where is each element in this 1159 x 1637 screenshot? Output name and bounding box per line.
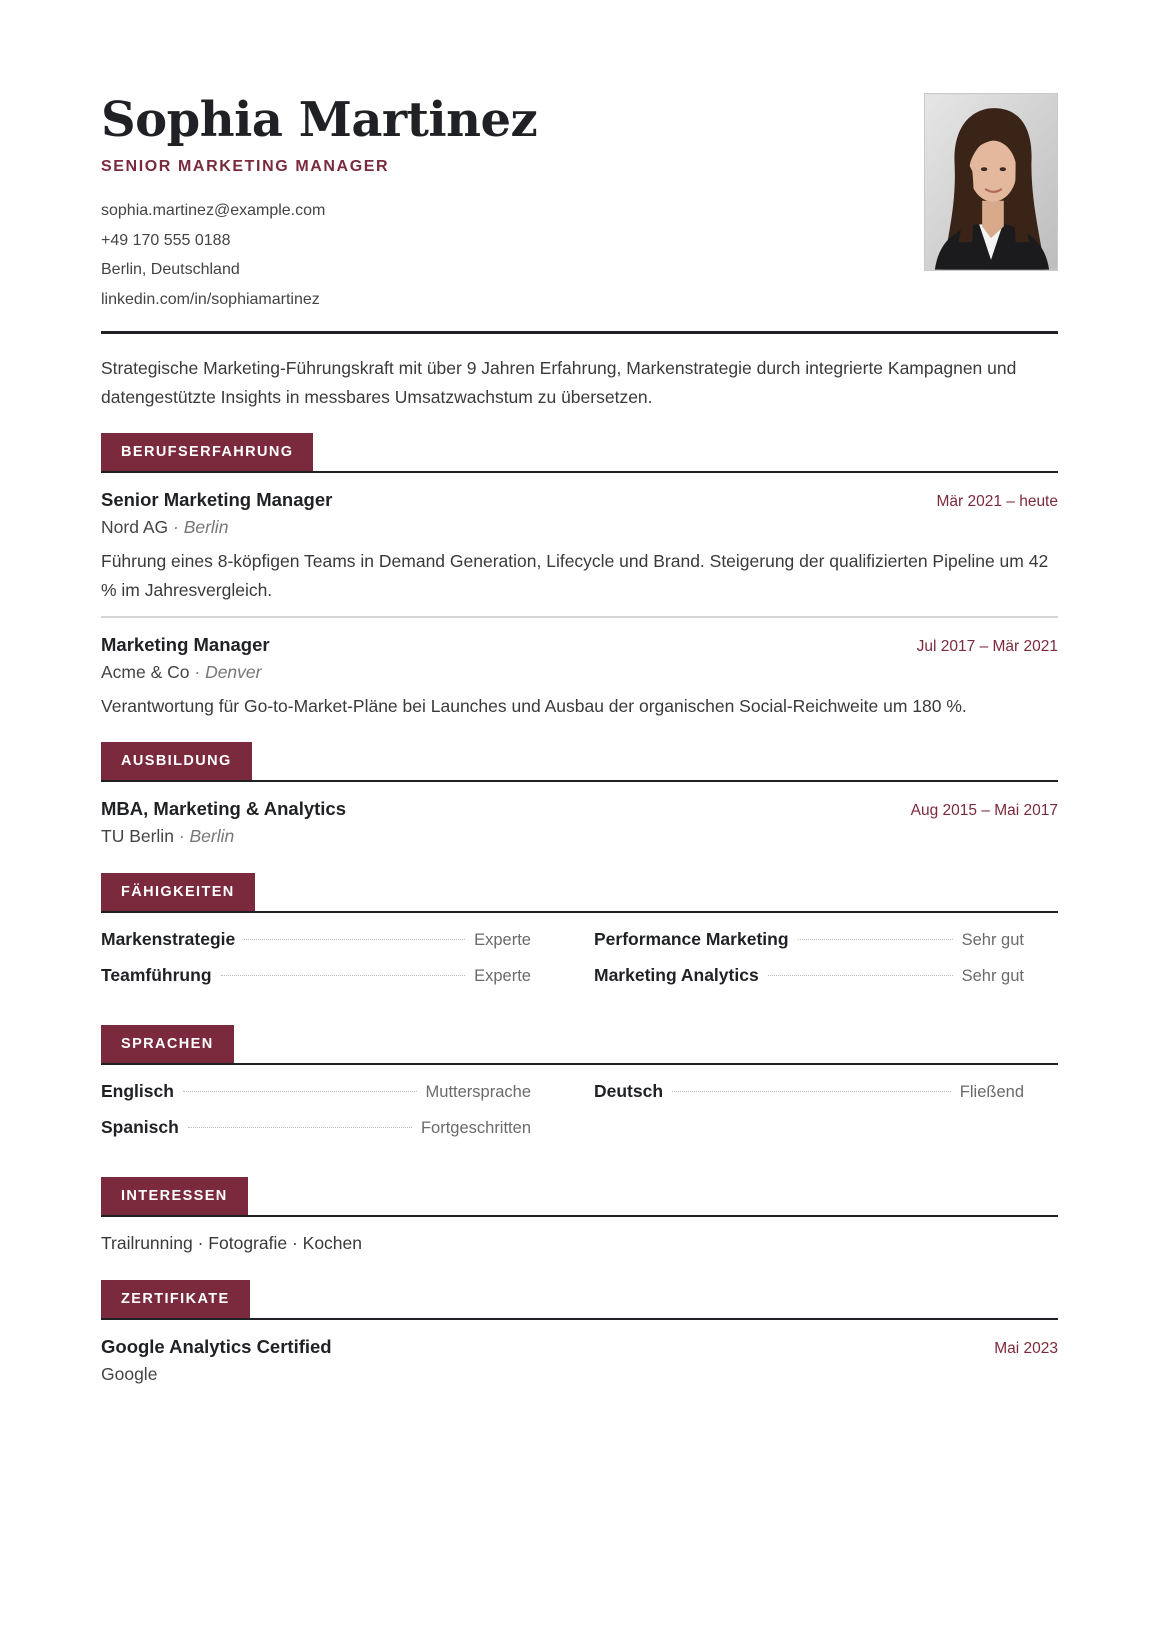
certificate-title: Google Analytics Certified [101,1336,332,1357]
degree-school: TU Berlin [101,826,174,846]
contact-email[interactable]: sophia.martinez@example.com [101,202,326,219]
language-item [101,1081,531,1117]
dotted-leader [244,939,465,940]
skill-level: Sehr gut [961,931,1024,949]
section-interests [101,1177,1058,1215]
section-education [101,742,1058,780]
language-name: Englisch [101,1081,174,1101]
skill-name: Teamführung [101,965,212,985]
degree-location: · Berlin [178,826,235,846]
job-date: Jul 2017 – Mär 2021 [916,637,1058,655]
language-name: Spanisch [101,1117,179,1137]
degree-school-line [101,826,1058,847]
job-company-line [101,517,1058,538]
dotted-leader [798,939,953,940]
section-label: BERUFSERFAHRUNG [101,433,313,471]
language-level: Fließend [959,1083,1024,1101]
dotted-leader [672,1091,951,1092]
education-entry [101,780,1058,847]
language-item [101,1117,531,1153]
candidate-name: Sophia Martinez [101,92,538,148]
section-skills [101,873,1058,911]
section-experience [101,433,1058,471]
skill-item [101,965,531,1001]
job-description: Führung eines 8-köpfigen Teams in Demand Generation, Lifecycle und Brand. Steigerung der qualifizierten Pipeline um 42 % im Jahresvergleich. [101,551,1049,600]
section-languages [101,1025,1058,1063]
dotted-leader [188,1127,412,1128]
job-title: Marketing Manager [101,633,270,655]
skill-name: Marketing Analytics [594,965,759,985]
certificate-issuer: Google [101,1364,158,1384]
contact-phone[interactable]: +49 170 555 0188 [101,231,231,249]
skill-level: Sehr gut [961,967,1024,985]
interests-list: Trailrunning · Fotografie · Kochen [101,1233,363,1253]
skill-name: Markenstrategie [101,929,236,949]
job-location: · Berlin [173,517,229,537]
languages-grid [101,1063,1058,1153]
contact-location: Berlin, Deutschland [101,261,240,278]
section-label: AUSBILDUNG [101,742,252,780]
skill-level: Experte [474,931,531,949]
degree-date: Aug 2015 – Mai 2017 [910,802,1058,819]
job-date: Mär 2021 – heute [936,493,1058,510]
skills-grid [101,911,1058,1001]
skill-item [594,965,1024,1001]
portrait-photo [924,93,1058,271]
section-label: ZERTIFIKATE [101,1280,250,1318]
job-description: Verantwortung für Go-to-Market-Pläne bei Launches und Ausbau der organischen Social-Reichweite um 180 %. [101,695,967,716]
job-company: Acme & Co [101,661,190,682]
job-company-line [101,662,1058,683]
experience-entry [101,471,1058,618]
certificate-entry [101,1318,1058,1385]
section-label: FÄHIGKEITEN [101,873,255,911]
experience-entry [101,618,1058,721]
header-divider [101,331,1058,334]
section-label: SPRACHEN [101,1025,234,1063]
dotted-leader [183,1091,417,1092]
profile-summary: Strategische Marketing-Führungskraft mit über 9 Jahren Erfahrung, Markenstrategie durch integrierte Kampagnen und datengestützte Insights in messbares Umsatzwachstum zu übersetzen. [101,358,1017,407]
section-label: INTERESSEN [101,1177,248,1215]
language-level: Fortgeschritten [420,1119,531,1137]
resume-header [101,0,1058,334]
contact-list [101,196,1058,314]
section-rule [101,1063,1058,1066]
dotted-leader [768,975,953,976]
job-location: · Denver [194,661,262,682]
language-name: Deutsch [594,1081,664,1101]
job-company: Nord AG [101,517,169,537]
candidate-role: SENIOR MARKETING MANAGER [101,158,390,175]
portrait-photo-icon [925,94,1057,270]
language-item [594,1081,1024,1117]
skill-level: Experte [474,967,531,985]
degree-title: MBA, Marketing & Analytics [101,798,346,819]
certificate-date: Mai 2023 [994,1340,1058,1357]
job-title: Senior Marketing Manager [101,489,333,510]
dotted-leader [221,975,466,976]
skill-item [594,929,1024,965]
language-level: Muttersprache [425,1083,531,1101]
contact-linkedin[interactable]: linkedin.com/in/sophiamartinez [101,290,320,308]
section-certificates [101,1280,1058,1318]
skill-item [101,929,531,965]
skill-name: Performance Marketing [594,929,789,949]
